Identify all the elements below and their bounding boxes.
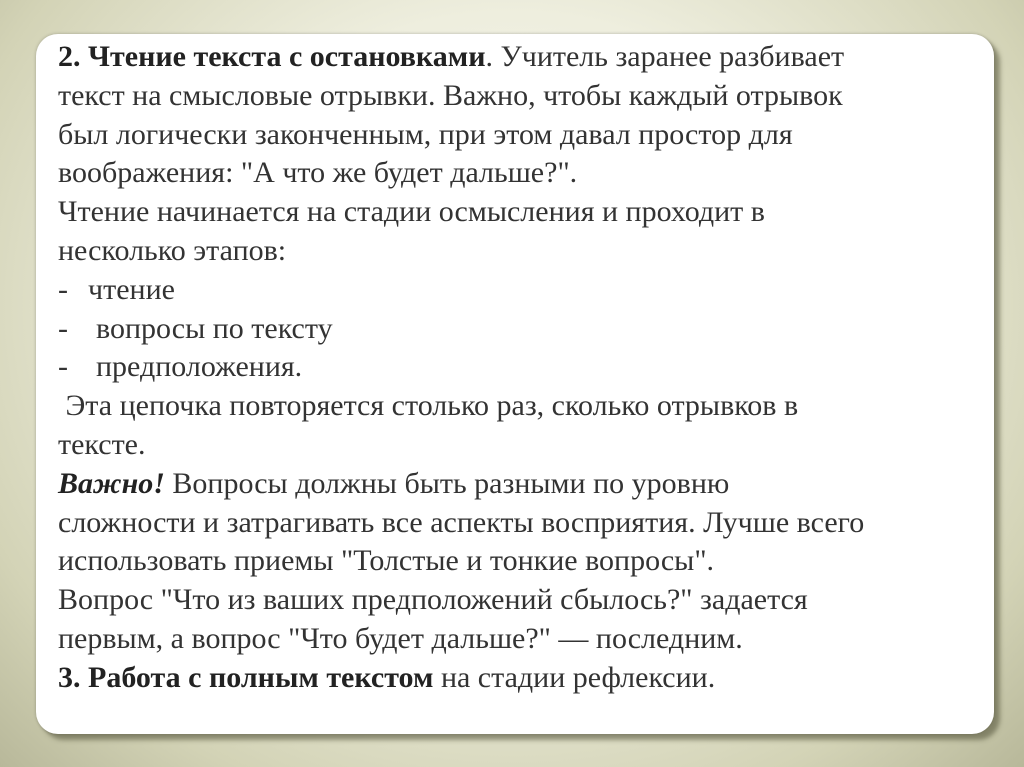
- text-line-4: воображения: "А что же будет дальше?".: [58, 156, 578, 190]
- text-span: . Учитель заранее разбивает: [485, 40, 845, 73]
- list-item: [58, 348, 988, 387]
- text-line-17: [58, 659, 988, 698]
- list-dash: -: [58, 350, 68, 384]
- list-item: [58, 271, 988, 310]
- list-item-text: вопросы по тексту: [96, 311, 333, 345]
- text-line-10: Эта цепочка повторяется столько раз, сколько отрывков в: [58, 389, 799, 423]
- text-line-12: [58, 465, 988, 504]
- important-label: Важно!: [58, 466, 165, 500]
- text-line-5: Чтение начинается на стадии осмысления и проходит в: [58, 195, 765, 229]
- section-heading-2: 2. Чтение текста с остановками: [58, 40, 486, 73]
- list-dash: -: [58, 311, 68, 345]
- text-line-1: [58, 38, 988, 77]
- text-line-15: Вопрос "Что из ваших предположений сбылось?" задается: [58, 583, 808, 617]
- list-dash: -: [58, 272, 68, 306]
- text-span: на стадии рефлексии.: [433, 660, 716, 694]
- text-line-11: тексте.: [58, 427, 146, 461]
- list-item: [58, 310, 988, 349]
- slide-text-block: [58, 38, 988, 698]
- text-line-6: несколько этапов:: [58, 233, 287, 267]
- text-line-3: был логически законченным, при этом давал простор для: [58, 117, 793, 151]
- text-line-16: первым, а вопрос "Что будет дальше?" — последним.: [58, 621, 743, 655]
- text-span: Вопросы должны быть разными по уровню: [164, 466, 730, 500]
- list-item-text: чтение: [88, 272, 175, 306]
- text-line-2: текст на смысловые отрывки. Важно, чтобы каждый отрывок: [58, 78, 843, 112]
- text-line-14: использовать приемы "Толстые и тонкие вопросы".: [58, 544, 715, 578]
- text-line-13: сложности и затрагивать все аспекты восприятия. Лучше всего: [58, 505, 865, 539]
- section-heading-3: 3. Работа с полным текстом: [58, 660, 434, 694]
- list-item-text: предположения.: [96, 350, 303, 384]
